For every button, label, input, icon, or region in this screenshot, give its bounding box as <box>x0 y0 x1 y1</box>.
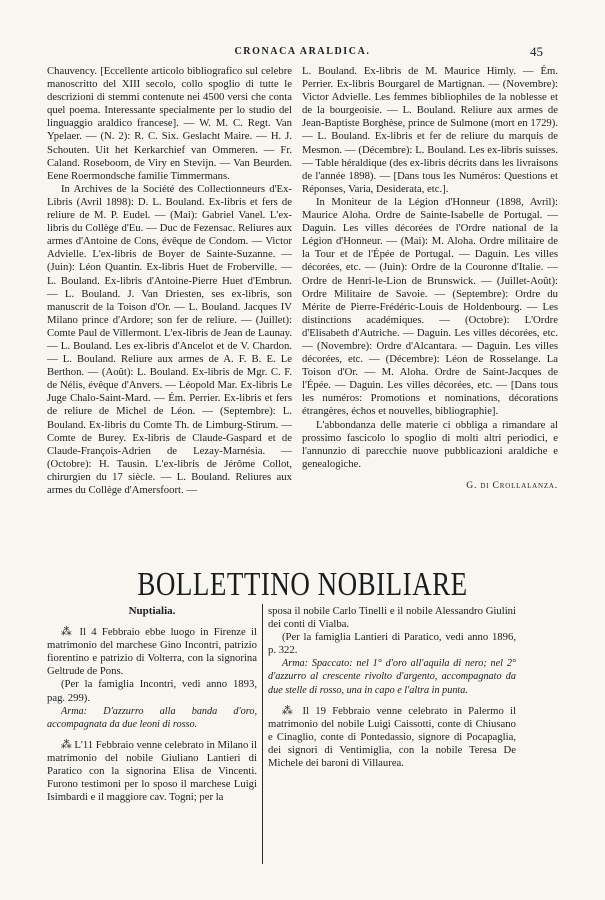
paragraph: L. Bouland. Ex-libris de M. Maurice Himly. — Ém. Perrier. Ex-libris Bourgarel de Martignan. — (Novembre): Victor Advielle. Les femmes bibliophiles de la noblesse et de la bourgeoisie. — L. Bouland. Reliure aux armes de Jean-Baptiste Borghèse, prince de Sulmone (mort en 1729). — L. Bouland. Ex-libris et fer de reliure du marquis de Mesmon. — (Décembre): L. Bouland. Les ex-libris suisses. — Table héraldique (des ex-libris décrits dans les livraisons de l'année 1898). — [Dans tous les Numéros: Questions et Réponses, Varia, Desiderata, etc.]. <box>302 65 558 195</box>
paragraph: Chauvency. [Eccellente articolo bibliografico sul celebre manoscritto del XIII secolo, collo spoglio di tutte le descrizioni di stemmi contenute nei 4500 versi che conta quel poema. Interessante specialmente per lo studio del linguaggio araldico francese]. — W. M. C. Regt. Van Ypelaer. — (N. 2): R. C. Six. Geslacht Maire. — H. J. Schouten. Uit het Kerkarchief van Ommeren. — Fr. Caland. Roseboom, de Viry en Stevijn. — Van Beurden. Eene Roermondsche familie Timmermans. <box>47 65 292 182</box>
section-title: BOLLETTINO NOBILIARE <box>137 565 468 603</box>
paragraph: In Archives de la Société des Collectionneurs d'Ex-Libris (Avril 1898): D. L. Bouland. Ex-libris et fers de reliure de M. P. Eudel. — (Mai): Gabriel Vanel. L'ex-libris du Collège d'Eu. — Duc de Fezensac. Reliures aux armes d'Antoine de Cons, évêque de Condom. — Victor Advielle. L'ex-libris de Boyer de Sainte-Suzanne. — (Juin): Léon Quantin. Ex-libris Huet de Froberville. — L. Bouland. Ex-libris d'Antoine-Pierre Huet d'Embrun. — L. Bouland. J. Van Driesten, ses ex-libris, son manuscrit de la Toison d'Or. — L. Bouland. Jacques IV Milano prince d'Ardore; son fer de reliure. — (Juillet): Comte Paul de Villermont. L'ex-libris de Jean de Launay. — L. Bouland. Les ex-libris d'Ancelot et de V. Chardon. — L. Bouland. Reliure aux armes de A. F. B. E. Le Berthon. — (Août): L. Bouland. Ex-libris de Mgr. C. F. de Nélis, évêque d'Anvers. — Léopold Mar. Ex-libris Le Juge Chalo-Saint-Mard. — Ém. Perrier. Ex-libris et fers de reliure de Michel de Léon. — (Septembre): L. Bouland. Ex-libris du Comte Th. de Limburg-Stirum. — Comte de Burey. Ex-libris de Claude-Gaspard et de Claude-François-Adrien de Lezay-Marnésia. — (Octobre): H. Tausin. L'ex-libris de Jérôme Collot, chirurgien du 17 siècle. — L. Bouland. Reliures aux armes du Collège d'Amersfoort. — <box>47 182 292 496</box>
paragraph: L'abbondanza delle materie ci obbliga a rimandare al prossimo fascicolo lo spoglio di molti altri periodici, e l'annunzio di parecchie nuove pubblicazioni araldiche e genealogiche. <box>302 418 558 470</box>
subsection-title: Nuptialia. <box>128 605 176 617</box>
page-number: 45 <box>530 44 543 59</box>
signature: G. di Crollalanza. <box>466 479 558 491</box>
arma-note: Arma: D'azzurro alla banda d'oro, accompagnata da due leoni di rosso. <box>47 705 257 730</box>
running-header <box>0 46 605 64</box>
running-title: CRONACA ARALDICA. <box>234 46 371 57</box>
left-column-top <box>47 65 292 497</box>
right-column-top <box>302 65 558 492</box>
paragraph: In Moniteur de la Légion d'Honneur (1898, Avril): Maurice Aloha. Ordre de Sainte-Isabelle de Portugal. — Daguin. Les villes décorées de l'Ordre national de la Légion d'Honneur. — (Mai): M. Aloha. Ordre militaire de la Tour et de l'Épée de Portugal. — Daguin. Les villes décorées, etc. — (Juin): Ordre de la Couronne d'Italie. — Ordre de Henri-le-Lion de Brunswick. — (Juillet-Août): Ordre Militaire de Savoie. — (Septembre): Ordre du Mérite de Pierre-Frédéric-Louis de Holdenbourg. — Les distinctions académiques. — (Octobre): L'Ordre d'Elisabeth d'Autriche. — Daguin. Les villes décorées, etc. — (Novembre): Ordre d'Alcantara. — Daguin. Les villes décorées, etc. — (Décembre): Léon de Rosselange. La Toison d'Or. — M. Aloha. Ordre de Saint-Jacques de l'Épée. — Daguin. Les villes décorées, etc. — [Dans tous les numéros: Promotions et nominations, décorations étrangères, échos et nouvelles, bibliographie]. <box>302 195 558 418</box>
paragraph: ⁂ Il 4 Febbraio ebbe luogo in Firenze il matrimonio del marchese Gino Incontri, patrizio fiorentino e patrizio di Volterra, con la signorina Geltrude de Pons. <box>47 626 257 678</box>
paragraph: (Per la famiglia Incontri, vedi anno 1893, pag. 299). <box>47 678 257 704</box>
left-column-bottom <box>47 605 257 804</box>
paragraph: ⁂ L'11 Febbraio venne celebrato in Milano il matrimonio del nobile Giuliano Lantieri di Paratico con la signorina Elisa de Vincenti. Furono testimoni per lo sposo il marchese Luigi Isimbardi e il maggiore cav. Togni; per la <box>47 738 257 804</box>
right-column-bottom <box>268 605 516 770</box>
arma-note: Arma: Spaccato: nel 1° d'oro all'aquila di nero; nel 2° d'azzurro al crescente rivolto d'argento, accompagnato da due stelle di rosso, una in capo e l'altra in punta. <box>268 658 516 696</box>
paragraph: sposa il nobile Carlo Tinelli e il nobile Alessandro Giulini dei conti di Vialba. <box>268 605 516 631</box>
paragraph: ⁂ Il 19 Febbraio venne celebrato in Palermo il matrimonio del nobile Luigi Caissotti, conte di Chiusano e Cinaglio, conte di Pontedassio, signore di Pocapaglia, dei signori di Ventimiglia, con la nobile Teresa De Michele dei baroni di Villaurea. <box>268 704 516 770</box>
paragraph: (Per la famiglia Lantieri di Paratico, vedi anno 1896, p. 322. <box>268 631 516 657</box>
column-divider <box>262 604 263 864</box>
